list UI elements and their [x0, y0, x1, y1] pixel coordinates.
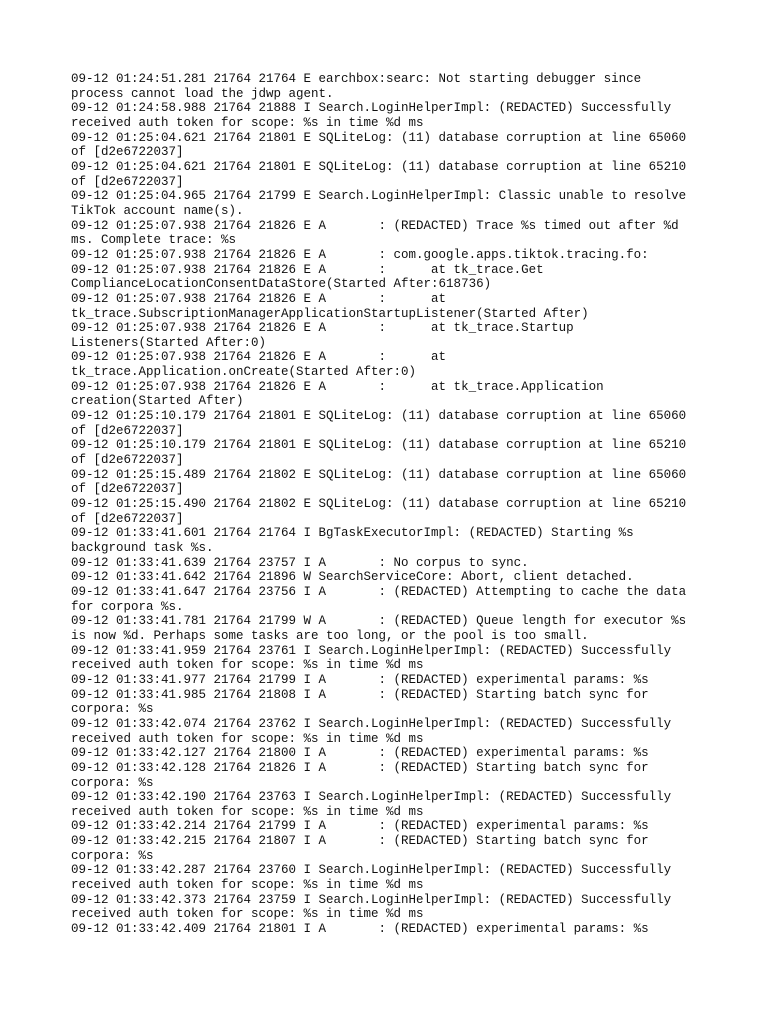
log-line: received auth token for scope: %s in time %d ms	[71, 731, 424, 746]
log-entry	[71, 834, 711, 863]
log-entry	[71, 263, 711, 292]
log-entry	[71, 189, 711, 218]
log-line: tk_trace.SubscriptionManagerApplicationStartupListener(Started After)	[71, 306, 589, 321]
log-line: 09-12 01:33:42.215 21764 21807 I A : (REDACTED) Starting batch sync for	[71, 834, 649, 849]
log-entry	[71, 819, 711, 834]
log-line: 09-12 01:24:58.988 21764 21888 I Search.LoginHelperImpl: (REDACTED) Successfully	[71, 101, 672, 116]
log-line: 09-12 01:33:41.647 21764 23756 I A : (REDACTED) Attempting to cache the data	[71, 584, 687, 599]
log-entry	[71, 526, 711, 555]
log-line: 09-12 01:25:07.938 21764 21826 E A : at	[71, 291, 447, 306]
log-line: 09-12 01:33:42.127 21764 21800 I A : (REDACTED) experimental params: %s	[71, 746, 649, 761]
log-entry	[71, 219, 711, 248]
log-line: 09-12 01:33:41.642 21764 21896 W SearchServiceCore: Abort, client detached.	[71, 570, 634, 585]
log-line: 09-12 01:25:15.490 21764 21802 E SQLiteLog: (11) database corruption at line 65210	[71, 497, 687, 512]
log-line: of [d2e6722037]	[71, 453, 184, 468]
log-line: received auth token for scope: %s in time %d ms	[71, 907, 424, 922]
log-entry	[71, 292, 711, 321]
log-line: 09-12 01:33:41.781 21764 21799 W A : (REDACTED) Queue length for executor %s	[71, 614, 687, 629]
log-line: of [d2e6722037]	[71, 482, 184, 497]
log-line: Listeners(Started After:0)	[71, 335, 267, 350]
log-line: process cannot load the jdwp agent.	[71, 86, 334, 101]
log-line: of [d2e6722037]	[71, 174, 184, 189]
log-line: ms. Complete trace: %s	[71, 233, 237, 248]
log-line: corpora: %s	[71, 848, 154, 863]
log-line: 09-12 01:25:04.965 21764 21799 E Search.LoginHelperImpl: Classic unable to resolve	[71, 189, 687, 204]
log-line: tk_trace.Application.onCreate(Started After:0)	[71, 365, 417, 380]
log-line: 09-12 01:25:07.938 21764 21826 E A : at tk_trace.Application	[71, 379, 604, 394]
log-line: received auth token for scope: %s in time %d ms	[71, 878, 424, 893]
log-line: 09-12 01:25:07.938 21764 21826 E A : at	[71, 350, 447, 365]
log-line: 09-12 01:33:42.074 21764 23762 I Search.LoginHelperImpl: (REDACTED) Successfully	[71, 716, 672, 731]
log-line: 09-12 01:33:41.985 21764 21808 I A : (REDACTED) Starting batch sync for	[71, 687, 649, 702]
log-entry	[71, 321, 711, 350]
log-entry	[71, 761, 711, 790]
log-entry	[71, 790, 711, 819]
log-line: 09-12 01:25:15.489 21764 21802 E SQLiteLog: (11) database corruption at line 65060	[71, 467, 687, 482]
log-line: of [d2e6722037]	[71, 423, 184, 438]
log-entry	[71, 248, 711, 263]
log-line: 09-12 01:25:10.179 21764 21801 E SQLiteLog: (11) database corruption at line 65060	[71, 409, 687, 424]
log-line: 09-12 01:33:42.287 21764 23760 I Search.LoginHelperImpl: (REDACTED) Successfully	[71, 863, 672, 878]
log-line: corpora: %s	[71, 775, 154, 790]
log-entry	[71, 570, 711, 585]
log-entry	[71, 380, 711, 409]
log-entry	[71, 101, 711, 130]
log-line: 09-12 01:33:41.977 21764 21799 I A : (REDACTED) experimental params: %s	[71, 672, 649, 687]
log-line: 09-12 01:25:07.938 21764 21826 E A : com.google.apps.tiktok.tracing.fo:	[71, 247, 649, 262]
log-line: creation(Started After)	[71, 394, 244, 409]
log-entry	[71, 438, 711, 467]
log-entry	[71, 644, 711, 673]
log-entry	[71, 585, 711, 614]
log-line: 09-12 01:25:10.179 21764 21801 E SQLiteLog: (11) database corruption at line 65210	[71, 438, 687, 453]
log-line: of [d2e6722037]	[71, 511, 184, 526]
log-entry	[71, 614, 711, 643]
log-line: 09-12 01:25:04.621 21764 21801 E SQLiteLog: (11) database corruption at line 65210	[71, 159, 687, 174]
log-entry	[71, 350, 711, 379]
log-line: 09-12 01:33:42.128 21764 21826 I A : (REDACTED) Starting batch sync for	[71, 760, 649, 775]
log-line: corpora: %s	[71, 702, 154, 717]
log-line: is now %d. Perhaps some tasks are too long, or the pool is too small.	[71, 628, 589, 643]
log-line: background task %s.	[71, 541, 214, 555]
log-entry	[71, 72, 711, 101]
log-line: 09-12 01:24:51.281 21764 21764 E earchbox:searc: Not starting debugger since	[71, 72, 642, 86]
log-line: 09-12 01:25:07.938 21764 21826 E A : (REDACTED) Trace %s timed out after %d	[71, 218, 679, 233]
log-line: 09-12 01:33:41.639 21764 23757 I A : No corpus to sync.	[71, 555, 529, 570]
log-entry	[71, 131, 711, 160]
log-line: received auth token for scope: %s in time %d ms	[71, 115, 424, 130]
log-line: 09-12 01:33:41.959 21764 23761 I Search.LoginHelperImpl: (REDACTED) Successfully	[71, 643, 672, 658]
log-entry	[71, 556, 711, 571]
log-entry	[71, 468, 711, 497]
log-line: 09-12 01:33:41.601 21764 21764 I BgTaskExecutorImpl: (REDACTED) Starting %s	[71, 526, 634, 541]
log-line: received auth token for scope: %s in time %d ms	[71, 658, 424, 673]
log-line: 09-12 01:33:42.409 21764 21801 I A : (REDACTED) experimental params: %s	[71, 922, 649, 937]
log-line: 09-12 01:33:42.190 21764 23763 I Search.LoginHelperImpl: (REDACTED) Successfully	[71, 790, 672, 805]
log-text	[71, 72, 711, 937]
log-entry	[71, 893, 711, 922]
log-entry	[71, 497, 711, 526]
log-entry	[71, 688, 711, 717]
log-line: of [d2e6722037]	[71, 145, 184, 160]
log-line: 09-12 01:25:07.938 21764 21826 E A : at tk_trace.Get	[71, 262, 544, 277]
log-line: 09-12 01:25:04.621 21764 21801 E SQLiteLog: (11) database corruption at line 65060	[71, 130, 687, 145]
log-entry	[71, 863, 711, 892]
log-line: 09-12 01:33:42.373 21764 23759 I Search.LoginHelperImpl: (REDACTED) Successfully	[71, 892, 672, 907]
log-entry	[71, 746, 711, 761]
log-line: 09-12 01:33:42.214 21764 21799 I A : (REDACTED) experimental params: %s	[71, 819, 649, 834]
log-line: 09-12 01:25:07.938 21764 21826 E A : at tk_trace.Startup	[71, 321, 574, 336]
log-entry	[71, 922, 711, 937]
log-entry	[71, 160, 711, 189]
log-line: ComplianceLocationConsentDataStore(Started After:618736)	[71, 277, 492, 292]
log-entry	[71, 717, 711, 746]
log-entry	[71, 409, 711, 438]
log-line: TikTok account name(s).	[71, 203, 244, 218]
log-line: for corpora %s.	[71, 599, 184, 614]
log-entry	[71, 673, 711, 688]
log-line: received auth token for scope: %s in time %d ms	[71, 804, 424, 819]
